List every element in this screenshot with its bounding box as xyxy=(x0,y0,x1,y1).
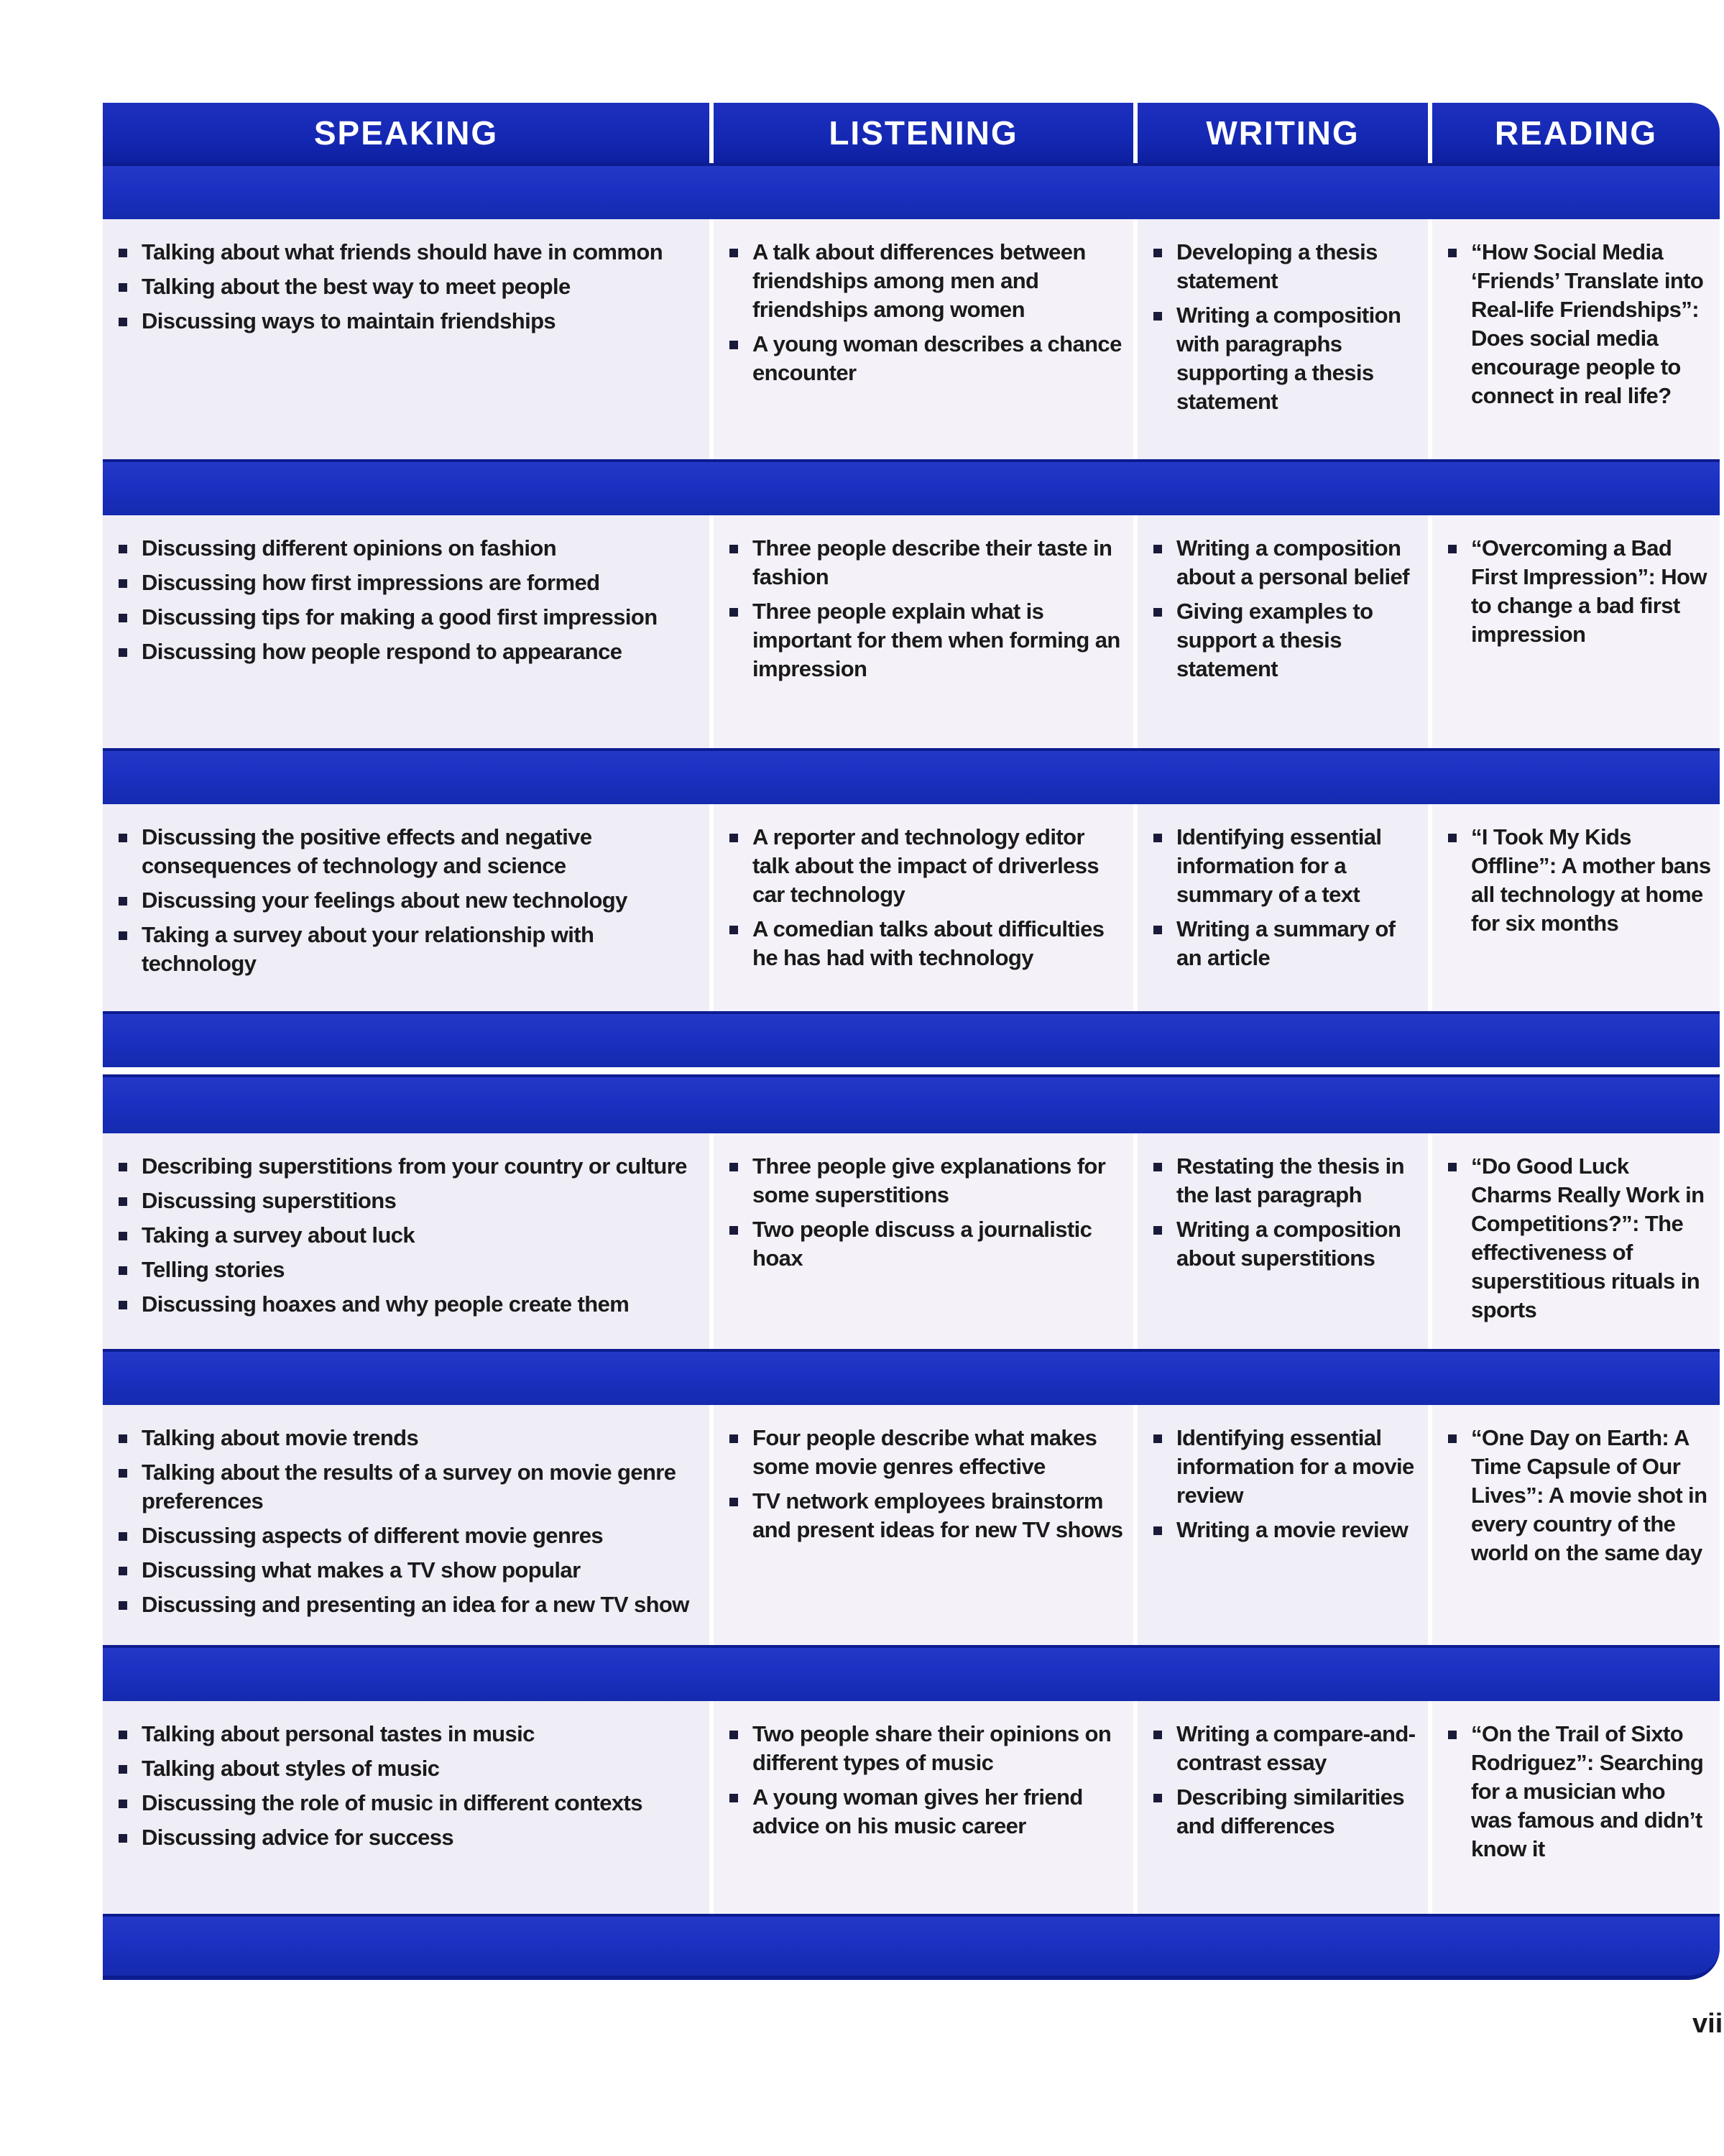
list-item: A young woman gives her friend advice on his music career xyxy=(727,1783,1125,1841)
unit-band xyxy=(103,1645,1720,1701)
list-item: Four people describe what makes some movie genres effective xyxy=(727,1424,1125,1481)
list-item: A young woman describes a chance encounter xyxy=(727,330,1125,387)
writing-cell xyxy=(1138,1405,1432,1645)
list-item: Discussing your feelings about new technology xyxy=(116,886,701,915)
list-item: Talking about personal tastes in music xyxy=(116,1720,701,1749)
writing-cell xyxy=(1138,515,1432,748)
unit-row xyxy=(103,804,1720,1011)
unit-band xyxy=(103,459,1720,515)
page-number: vii xyxy=(1692,2009,1723,2039)
speaking-cell xyxy=(103,1133,714,1349)
unit-band xyxy=(103,1074,1720,1133)
list-item: TV network employees brainstorm and present ideas for new TV shows xyxy=(727,1487,1125,1544)
list-item: Talking about the results of a survey on movie genre preferences xyxy=(116,1458,701,1516)
speaking-cell xyxy=(103,804,714,1011)
list-item: Taking a survey about your relationship with technology xyxy=(116,921,701,978)
unit-row xyxy=(103,219,1720,459)
unit-band xyxy=(103,163,1720,219)
list-item: A talk about differences between friendships among men and friendships among women xyxy=(727,238,1125,324)
reading-cell xyxy=(1432,804,1720,1011)
list-item: Talking about the best way to meet people xyxy=(116,272,701,301)
list-item: “I Took My Kids Offline”: A mother bans all technology at home for six months xyxy=(1445,823,1711,938)
list-item: Writing a composition about a personal belief xyxy=(1151,534,1419,591)
header-reading: READING xyxy=(1432,103,1720,163)
list-item: “Do Good Luck Charms Really Work in Competitions?”: The effectiveness of superstitious rituals in sports xyxy=(1445,1152,1711,1325)
list-item: Writing a movie review xyxy=(1151,1516,1419,1544)
list-item: A comedian talks about difficulties he has had with technology xyxy=(727,915,1125,972)
listening-cell xyxy=(714,1701,1138,1914)
reading-cell xyxy=(1432,1701,1720,1914)
list-item: Developing a thesis statement xyxy=(1151,238,1419,295)
unit-row xyxy=(103,1133,1720,1349)
list-item: Writing a compare-and-contrast essay xyxy=(1151,1720,1419,1777)
list-item: Telling stories xyxy=(116,1256,701,1284)
speaking-cell xyxy=(103,515,714,748)
reading-cell xyxy=(1432,1405,1720,1645)
list-item: “Overcoming a Bad First Impression”: How to change a bad first impression xyxy=(1445,534,1711,649)
list-item: Writing a composition about superstitions xyxy=(1151,1215,1419,1273)
list-item: Discussing ways to maintain friendships xyxy=(116,307,701,336)
list-item: Describing similarities and differences xyxy=(1151,1783,1419,1841)
list-item: Restating the thesis in the last paragraph xyxy=(1151,1152,1419,1210)
unit-row xyxy=(103,515,1720,748)
unit-band xyxy=(103,1914,1720,1980)
unit-row xyxy=(103,1405,1720,1645)
listening-cell xyxy=(714,1133,1138,1349)
listening-cell xyxy=(714,219,1138,459)
list-item: Discussing how first impressions are formed xyxy=(116,568,701,597)
list-item: Describing superstitions from your country or culture xyxy=(116,1152,701,1181)
unit-band xyxy=(103,1011,1720,1067)
table-header-row xyxy=(103,103,1720,163)
list-item: Two people share their opinions on different types of music xyxy=(727,1720,1125,1777)
writing-cell xyxy=(1138,1133,1432,1349)
listening-cell xyxy=(714,804,1138,1011)
list-item: Discussing hoaxes and why people create them xyxy=(116,1290,701,1319)
list-item: Three people give explanations for some superstitions xyxy=(727,1152,1125,1210)
list-item: Discussing how people respond to appearance xyxy=(116,637,701,666)
writing-cell xyxy=(1138,804,1432,1011)
reading-cell xyxy=(1432,1133,1720,1349)
list-item: Discussing superstitions xyxy=(116,1187,701,1215)
list-item: Identifying essential information for a summary of a text xyxy=(1151,823,1419,909)
reading-cell xyxy=(1432,219,1720,459)
list-item: Discussing tips for making a good first impression xyxy=(116,603,701,632)
list-item: Writing a composition with paragraphs supporting a thesis statement xyxy=(1151,301,1419,416)
list-item: Discussing advice for success xyxy=(116,1823,701,1852)
list-item: Discussing what makes a TV show popular xyxy=(116,1556,701,1585)
contents-table-page xyxy=(103,103,1720,1982)
writing-cell xyxy=(1138,1701,1432,1914)
unit-band xyxy=(103,748,1720,804)
list-item: Discussing aspects of different movie genres xyxy=(116,1521,701,1550)
header-listening: LISTENING xyxy=(714,103,1138,163)
listening-cell xyxy=(714,515,1138,748)
list-item: Discussing different opinions on fashion xyxy=(116,534,701,563)
list-item: Discussing the role of music in different contexts xyxy=(116,1789,701,1818)
list-item: “On the Trail of Sixto Rodriguez”: Searching for a musician who was famous and didn’t know it xyxy=(1445,1720,1711,1864)
reading-cell xyxy=(1432,515,1720,748)
speaking-cell xyxy=(103,1701,714,1914)
speaking-cell xyxy=(103,1405,714,1645)
header-writing: WRITING xyxy=(1138,103,1432,163)
list-item: Identifying essential information for a movie review xyxy=(1151,1424,1419,1510)
list-item: A reporter and technology editor talk about the impact of driverless car technology xyxy=(727,823,1125,909)
unit-row xyxy=(103,1701,1720,1914)
listening-cell xyxy=(714,1405,1138,1645)
list-item: Discussing and presenting an idea for a new TV show xyxy=(116,1590,701,1619)
list-item: Writing a summary of an article xyxy=(1151,915,1419,972)
speaking-cell xyxy=(103,219,714,459)
list-item: Talking about movie trends xyxy=(116,1424,701,1452)
unit-band xyxy=(103,1349,1720,1405)
list-item: Two people discuss a journalistic hoax xyxy=(727,1215,1125,1273)
list-item: Taking a survey about luck xyxy=(116,1221,701,1250)
writing-cell xyxy=(1138,219,1432,459)
scope-sequence-table xyxy=(103,103,1720,1982)
list-item: “One Day on Earth: A Time Capsule of Our Lives”: A movie shot in every country of the world on the same day xyxy=(1445,1424,1711,1567)
list-item: Three people describe their taste in fashion xyxy=(727,534,1125,591)
list-item: Giving examples to support a thesis statement xyxy=(1151,597,1419,683)
list-item: Talking about styles of music xyxy=(116,1754,701,1783)
list-item: Talking about what friends should have in common xyxy=(116,238,701,267)
header-speaking: SPEAKING xyxy=(103,103,714,163)
list-item: Three people explain what is important for them when forming an impression xyxy=(727,597,1125,683)
list-item: “How Social Media ‘Friends’ Translate into Real-life Friendships”: Does social media encourage people to connect in real life? xyxy=(1445,238,1711,410)
list-item: Discussing the positive effects and negative consequences of technology and science xyxy=(116,823,701,880)
